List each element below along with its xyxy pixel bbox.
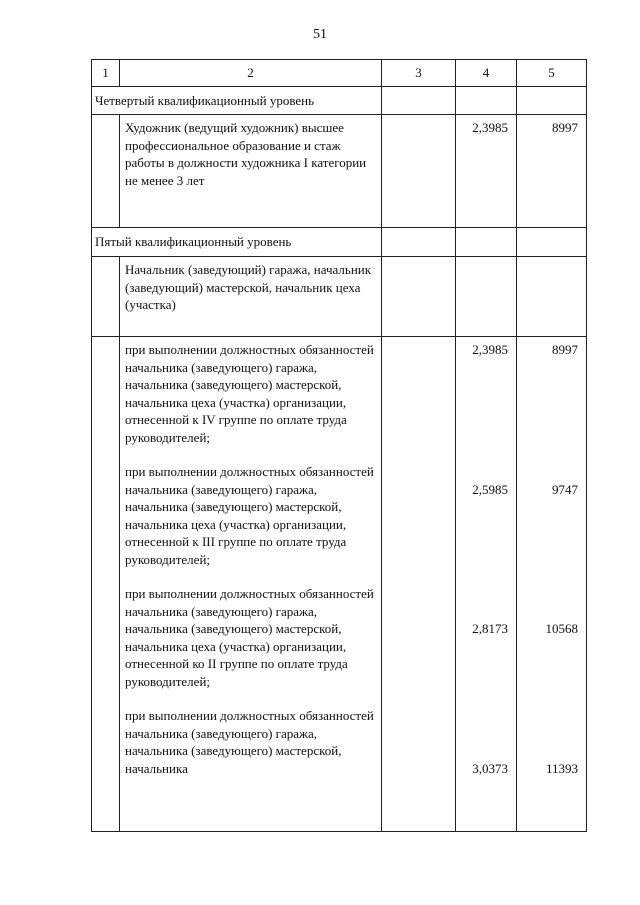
header-cell-2: 2 bbox=[120, 60, 382, 87]
entry-coef-2: 2,5985 bbox=[472, 481, 508, 497]
entry-salary-1: 8997 bbox=[552, 342, 578, 357]
table-row-entries bbox=[92, 337, 587, 832]
header-cell-1: 1 bbox=[92, 60, 120, 87]
head-title: Начальник (заведующий) гаража, начальник (заведующий) мастерской, начальник цеха (участка) bbox=[120, 257, 382, 337]
page-number: 51 bbox=[313, 27, 327, 42]
entries-coef-cell bbox=[456, 337, 517, 832]
entry-description-2: при выполнении должностных обязанностей начальника (заведующего) гаража, начальника (заведующего) мастерской, начальника цеха (участка) организации, отнесенной к III группе по оплате труда руководителей; bbox=[125, 464, 374, 567]
artist-salary: 8997 bbox=[517, 115, 587, 228]
entry-description-4: при выполнении должностных обязанностей начальника (заведующего) гаража, начальника (заведующего) мастерской, начальника bbox=[125, 708, 374, 776]
entry-description-3: при выполнении должностных обязанностей начальника (заведующего) гаража, начальника (заведующего) мастерской, начальника цеха (участка) организации, отнесенной ко II группе по оплате труда руководителей; bbox=[125, 586, 374, 689]
table-row-head-title bbox=[92, 257, 587, 337]
table-row-artist bbox=[92, 115, 587, 228]
entry-salary-4: 11393 bbox=[545, 760, 578, 776]
header-cell-5: 5 bbox=[517, 60, 587, 87]
entry-coef-3: 2,8173 bbox=[472, 621, 508, 636]
entry-salary-3: 10568 bbox=[545, 621, 578, 636]
header-cell-4: 4 bbox=[456, 60, 517, 87]
entries-salary-cell bbox=[517, 337, 587, 832]
table-header-row bbox=[92, 60, 587, 87]
entry-coef-4: 3,0373 bbox=[472, 760, 508, 776]
header-cell-3: 3 bbox=[382, 60, 456, 87]
entry-description-1: при выполнении должностных обязанностей начальника (заведующего) гаража, начальника (заведующего) мастерской, начальника цеха (участка) организации, отнесенной к IV группе по оплате труда руководителей; bbox=[125, 342, 374, 445]
level-5-row bbox=[92, 228, 587, 257]
level-4-title: Четвертый квалификационный уровень bbox=[92, 87, 382, 115]
level-5-title: Пятый квалификационный уровень bbox=[92, 228, 382, 257]
qualification-table bbox=[91, 59, 587, 832]
entries-description-cell bbox=[120, 337, 382, 832]
artist-description: Художник (ведущий художник) высшее профессиональное образование и стаж работы в должности художника I категории не менее 3 лет bbox=[120, 115, 382, 228]
artist-coef: 2,3985 bbox=[456, 115, 517, 228]
entry-coef-1: 2,3985 bbox=[472, 342, 508, 357]
entry-salary-2: 9747 bbox=[552, 481, 578, 497]
level-4-row bbox=[92, 87, 587, 115]
